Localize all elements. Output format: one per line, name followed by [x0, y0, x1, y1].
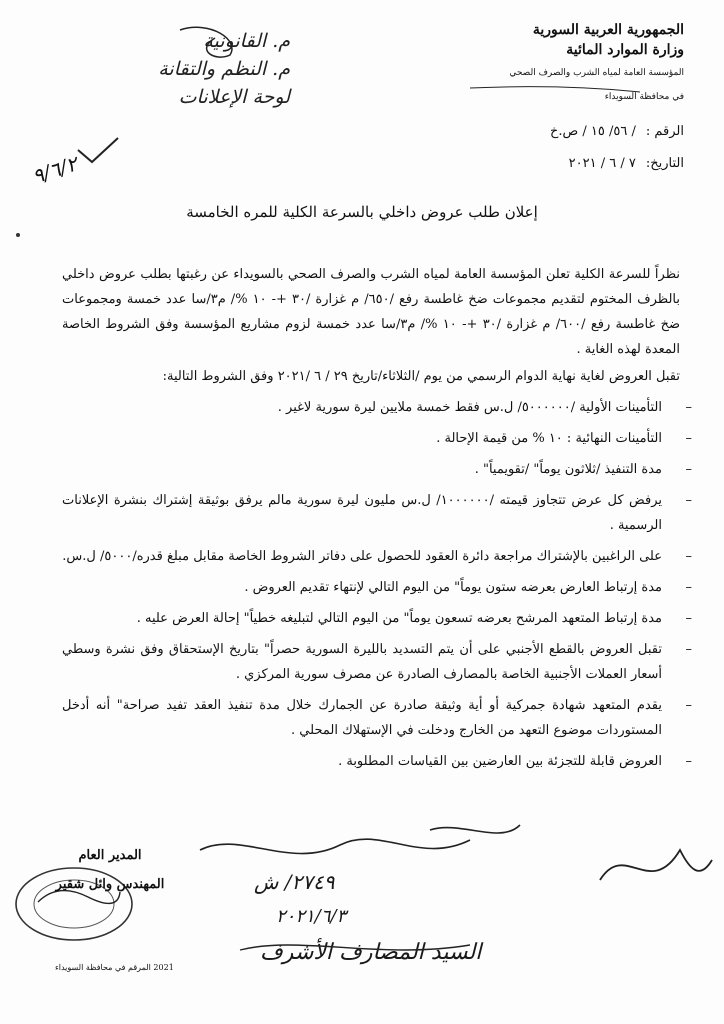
condition-item: – مدة إرتباط المتعهد المرشح بعرضه تسعون يوماً" من اليوم التالي لتبليغه خطياً" إحالة العرض عليه . — [62, 606, 692, 631]
signature-block — [40, 848, 180, 892]
reference-value: / ٥٦/ ١٥ / ص.خ — [550, 124, 636, 139]
ministry-name: وزارة الموارد المائية — [566, 42, 684, 58]
condition-item: – يرفض كل عرض تتجاوز قيمته /١٠٠٠٠٠٠/ ل.س مليون ليرة سورية مالم يرفق بوثيقة إشتراك بنشرة الإعلانات الرسمية . — [62, 488, 692, 538]
routing-notes — [30, 30, 290, 114]
routing-note: لوحة الإعلانات — [178, 86, 290, 108]
letterhead — [444, 22, 684, 102]
condition-item: – مدة التنفيذ /ثلاثون يوماً" /تقويمياً" . — [62, 457, 692, 482]
condition-item: – التأمينات الأولية /٥٠٠٠٠٠٠/ ل.س فقط خمسة ملايين ليرة سورية لاغير . — [62, 395, 692, 420]
announcement-title: إعلان طلب عروض داخلي بالسرعة الكلية للمره الخامسة — [186, 203, 538, 221]
handwritten-registration: ٢٧٤٩/ ش — [254, 870, 335, 894]
date-line — [559, 156, 684, 171]
condition-item: – على الراغبين بالإشتراك مراجعة دائرة العقود للحصول على دفاتر الشروط الخاصة مقابل مبلغ قدره/٥٠٠٠/ ل.س. — [62, 544, 692, 569]
handwritten-date-bottom: ٢٠٢١/٦/٣ — [276, 906, 347, 927]
routing-note: م. النظم والتقانة — [158, 58, 290, 80]
signatory-name: المهندس وائل شقير — [55, 877, 165, 892]
handwritten-referral: السيد المصارف الأشرف — [260, 940, 482, 965]
stamp-footnote: 2021 المرقم في محافظة السويداء — [55, 963, 174, 972]
margin-dot — [16, 233, 20, 237]
reference-line — [540, 124, 684, 139]
intro-paragraph: نظراً للسرعة الكلية تعلن المؤسسة العامة لمياه الشرب والصرف الصحي بالسويداء عن رغبتها بطلب عروض داخلي بالظرف المختوم لتقديم مجموعات ضخ غاطسة رفع /٦٥٠/ م غزارة /٣٠ +- ١٠ %/ م٣/سا عدد خمسة ومجموعات ضخ غاطسة رفع /٦٠٠/ م غزارة /٣٠ +- ١٠ %/ م٣/سا عدد خمسة لزوم مشاريع المؤسسة وفق الشروط الخاصة المعدة لهذه الغاية . — [62, 267, 680, 357]
conditions-lead: تقبل العروض لغاية نهاية الدوام الرسمي من يوم /الثلاثاء/تاريخ ٢٩ / ٦ /٢٠٢١ وفق الشروط التالية: — [162, 369, 680, 384]
condition-item: – العروض قابلة للتجزئة بين العارضين بين القياسات المطلوبة . — [62, 749, 692, 774]
date-label: التاريخ: — [645, 156, 684, 171]
reference-label: الرقم : — [645, 124, 684, 139]
routing-note: م. القانونية — [203, 30, 290, 52]
signatory-title: المدير العام — [78, 848, 142, 863]
conditions-list — [62, 395, 680, 774]
condition-item: – تقبل العروض بالقطع الأجنبي على أن يتم التسديد بالليرة السورية حصراً" بتاريخ الإستحقاق وفق نشرة وسطي أسعار العملات الأجنبية الخاصة بالمصارف الصادرة عن مصرف سورية المركزي . — [62, 637, 692, 687]
initials-scribble — [600, 850, 712, 880]
handwritten-date: ٩/٦/٢ — [29, 151, 81, 189]
signature-scribble — [430, 825, 520, 833]
check-mark — [78, 138, 118, 162]
governorate-name: في محافظة السويداء — [604, 92, 684, 102]
date-value: ٧ / ٦ / ٢٠٢١ — [568, 156, 636, 171]
establishment-name: المؤسسة العامة لمياه الشرب والصرف الصحي — [509, 68, 684, 78]
announcement-body — [62, 262, 680, 780]
condition-item: – يقدم المتعهد شهادة جمركية أو أية وثيقة صادرة عن الجمارك خلال مدة تنفيذ العقد تفيد صراحة" أنه أدخل المستوردات موضوع التعهد من الخارج ودخلت في الإستهلاك المحلي . — [62, 693, 692, 743]
republic-name: الجمهورية العربية السورية — [532, 22, 684, 38]
signature-scribble — [200, 839, 470, 853]
condition-item: – مدة إرتباط العارض بعرضه ستون يوماً" من اليوم التالي لإنتهاء تقديم العروض . — [62, 575, 692, 600]
condition-item: – التأمينات النهائية : ١٠ % من قيمة الإحالة . — [62, 426, 692, 451]
